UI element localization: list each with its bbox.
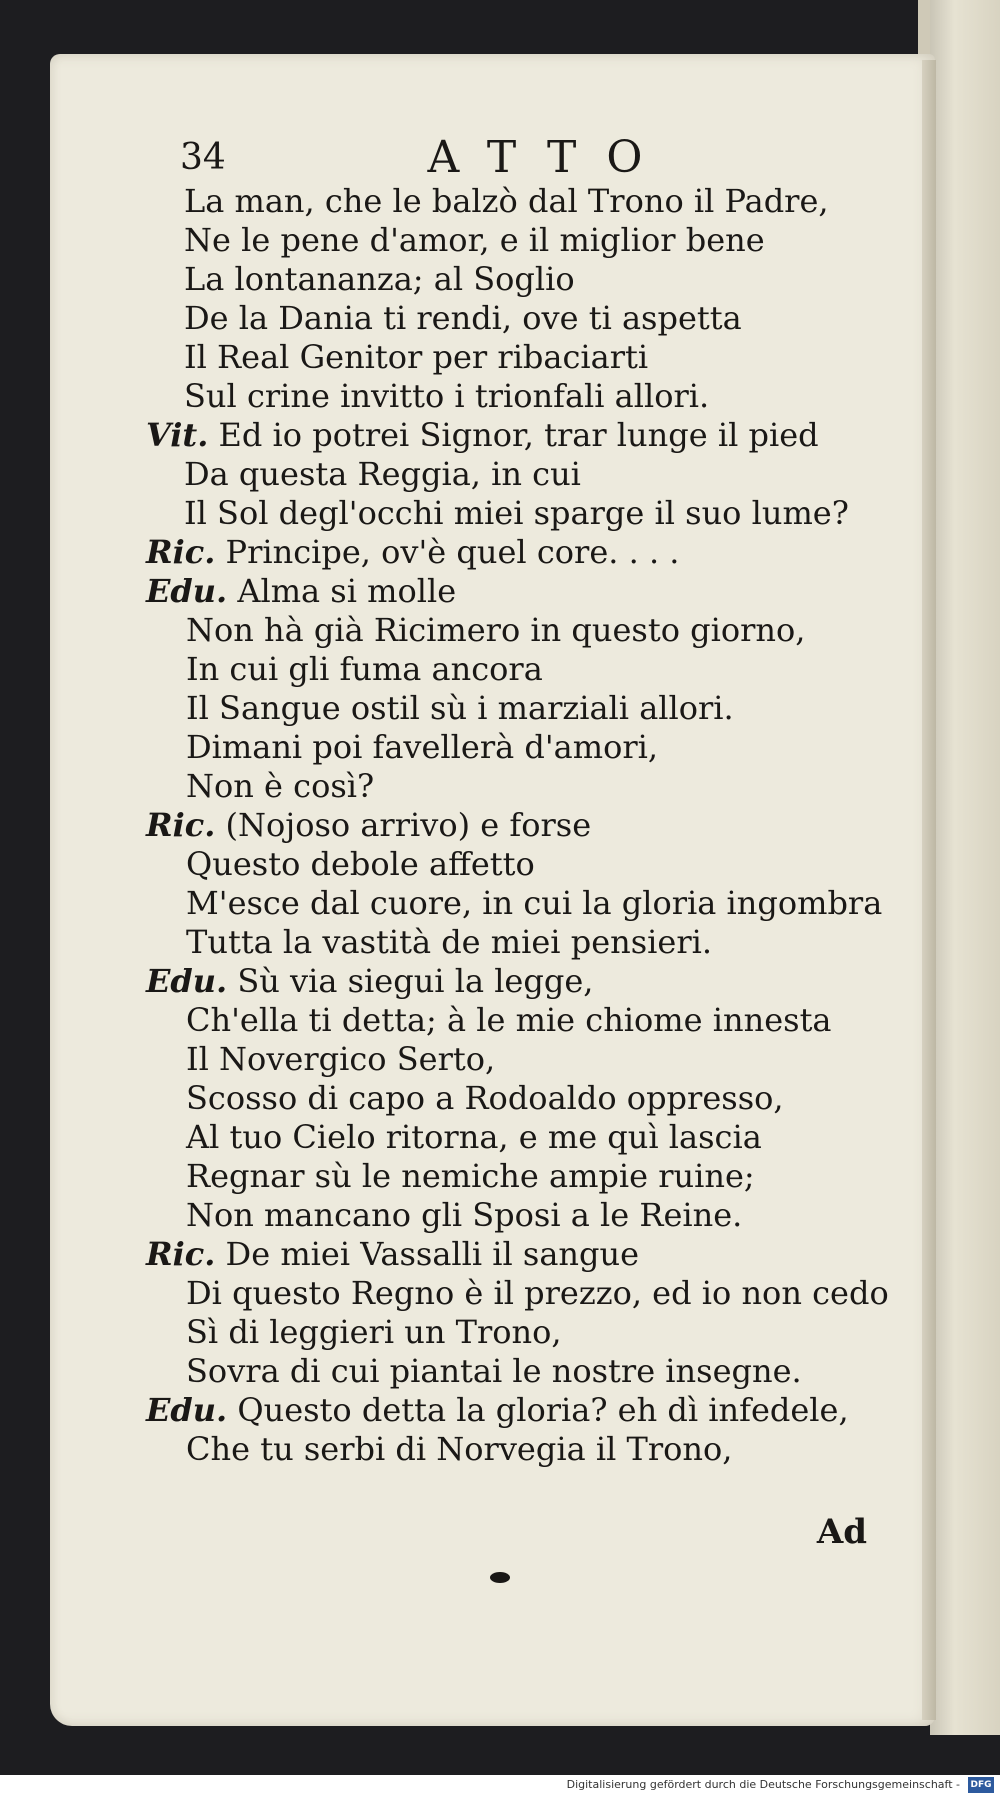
verse-line xyxy=(50,533,935,572)
line-text: Da questa Reggia, in cui xyxy=(184,455,581,493)
verse-line xyxy=(50,1157,935,1196)
speaker-label: Vit. xyxy=(146,416,209,454)
verse-line xyxy=(50,1196,935,1235)
facing-page-edge xyxy=(930,0,1000,1735)
footer-credit: Digitalisierung gefördert durch die Deutsche Forschungsgemeinschaft - xyxy=(566,1778,960,1791)
verse-line xyxy=(50,1001,935,1040)
verse-line xyxy=(50,416,935,455)
verse-line xyxy=(50,884,935,923)
speaker-label: Ric. xyxy=(146,533,216,571)
line-text: Ed io potrei Signor, trar lunge il pied xyxy=(208,416,819,454)
line-text: Sù via siegui la legge, xyxy=(227,962,594,1000)
verse-line xyxy=(50,1040,935,1079)
speaker-label: Ric. xyxy=(146,806,216,844)
line-text: (Nojoso arrivo) e forse xyxy=(215,806,592,844)
verse-line xyxy=(50,299,935,338)
line-text: Alma si molle xyxy=(227,572,457,610)
verse-line xyxy=(50,377,935,416)
line-text: Il Sangue ostil sù i marziali allori. xyxy=(186,689,734,727)
verse-line xyxy=(50,1430,935,1469)
verse-line xyxy=(50,455,935,494)
verse-line xyxy=(50,923,935,962)
line-text: Al tuo Cielo ritorna, e me quì lascia xyxy=(186,1118,762,1156)
speaker-label: Edu. xyxy=(146,1391,228,1429)
dfg-logo: DFG xyxy=(968,1777,994,1793)
verse-line xyxy=(50,1274,935,1313)
verse-line xyxy=(50,182,935,221)
line-text: In cui gli fuma ancora xyxy=(186,650,543,688)
line-text: Questo detta la gloria? eh dì infedele, xyxy=(227,1391,849,1429)
verse-line xyxy=(50,260,935,299)
line-text: Sovra di cui piantai le nostre insegne. xyxy=(186,1352,802,1390)
verse-line xyxy=(50,1235,935,1274)
line-text: La man, che le balzò dal Trono il Padre, xyxy=(184,182,829,220)
line-text: Non è così? xyxy=(186,767,375,805)
line-text: La lontananza; al Soglio xyxy=(184,260,575,298)
verse-line xyxy=(50,1079,935,1118)
speaker-label: Edu. xyxy=(146,962,228,1000)
line-text: Non mancano gli Sposi a le Reine. xyxy=(186,1196,743,1234)
verse-line xyxy=(50,689,935,728)
line-text: Ne le pene d'amor, e il miglior bene xyxy=(184,221,765,259)
verse-line xyxy=(50,728,935,767)
line-text: M'esce dal cuore, in cui la gloria ingombra xyxy=(186,884,883,922)
catchword: Ad xyxy=(816,1512,867,1552)
line-text: Dimani poi favellerà d'amori, xyxy=(186,728,659,766)
line-text: Di questo Regno è il prezzo, ed io non cedo xyxy=(186,1274,889,1312)
verse-line xyxy=(50,494,935,533)
ornament-dot xyxy=(490,1572,510,1583)
running-head: ATTO xyxy=(427,132,673,183)
line-text: Sul crine invitto i trionfali allori. xyxy=(184,377,710,415)
verse-line xyxy=(50,1313,935,1352)
page-gutter xyxy=(922,60,936,1720)
line-text: Che tu serbi di Norvegia il Trono, xyxy=(186,1430,733,1468)
page-number: 34 xyxy=(180,137,226,178)
verse-line xyxy=(50,338,935,377)
verse-lines xyxy=(50,182,935,1469)
verse-line xyxy=(50,572,935,611)
verse-line xyxy=(50,806,935,845)
line-text: De la Dania ti rendi, ove ti aspetta xyxy=(184,299,742,337)
page-text-block xyxy=(50,54,935,1726)
verse-line xyxy=(50,1118,935,1157)
verse-line xyxy=(50,962,935,1001)
line-text: Non hà già Ricimero in questo giorno, xyxy=(186,611,806,649)
speaker-label: Edu. xyxy=(146,572,228,610)
verse-line xyxy=(50,1352,935,1391)
verse-line xyxy=(50,767,935,806)
line-text: Ch'ella ti detta; à le mie chiome innesta xyxy=(186,1001,832,1039)
line-text: Regnar sù le nemiche ampie ruine; xyxy=(186,1157,755,1195)
line-text: Il Real Genitor per ribaciarti xyxy=(184,338,649,376)
book-page xyxy=(50,54,935,1726)
verse-line xyxy=(50,650,935,689)
line-text: Il Sol degl'occhi miei sparge il suo lume? xyxy=(184,494,849,532)
line-text: De miei Vassalli il sangue xyxy=(215,1235,640,1273)
speaker-label: Ric. xyxy=(146,1235,216,1273)
line-text: Tutta la vastità de miei pensieri. xyxy=(186,923,713,961)
line-text: Sì di leggieri un Trono, xyxy=(186,1313,562,1351)
verse-line xyxy=(50,1391,935,1430)
verse-line xyxy=(50,221,935,260)
line-text: Principe, ov'è quel core. . . . xyxy=(215,533,680,571)
line-text: Questo debole affetto xyxy=(186,845,535,883)
verse-line xyxy=(50,611,935,650)
verse-line xyxy=(50,845,935,884)
line-text: Il Novergico Serto, xyxy=(186,1040,496,1078)
line-text: Scosso di capo a Rodoaldo oppresso, xyxy=(186,1079,784,1117)
